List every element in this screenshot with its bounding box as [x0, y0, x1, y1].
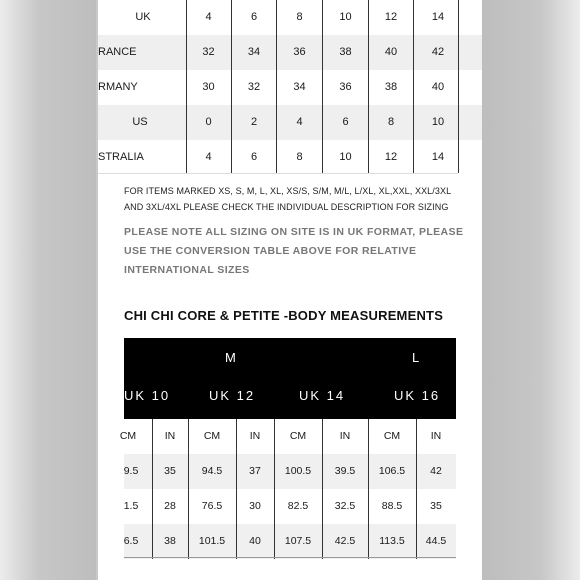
- row-label: RANCE: [98, 46, 137, 58]
- table-divider: [188, 419, 189, 559]
- unit-header: IN: [339, 430, 351, 442]
- table-cell: 106.5: [378, 465, 406, 477]
- uk-size-label: UK 16: [394, 388, 441, 403]
- background-right: [482, 0, 580, 580]
- table-cell: 38: [384, 81, 398, 93]
- table-cell: 94.5: [201, 465, 223, 477]
- row-label: US: [132, 116, 148, 128]
- size-group-label: L: [412, 350, 420, 365]
- table-cell: 4: [205, 11, 212, 23]
- conversion-row-australia: [98, 140, 482, 175]
- table-cell: 4: [296, 116, 303, 128]
- table-cell: 38: [164, 535, 176, 547]
- unit-header-row: [119, 419, 456, 454]
- conversion-row-uk: [98, 0, 482, 35]
- unit-header: CM: [203, 430, 221, 442]
- table-cell: 42.5: [334, 535, 356, 547]
- uk-size-label: UK 10: [124, 388, 171, 403]
- unit-header: IN: [249, 430, 261, 442]
- table-divider: [368, 419, 369, 559]
- measurement-row: [124, 489, 456, 524]
- table-cell: 107.5: [284, 535, 312, 547]
- table-divider: [274, 419, 275, 559]
- table-divider: [236, 419, 237, 559]
- table-cell: 12: [384, 151, 398, 163]
- uk-format-note-line: USE THE CONVERSION TABLE ABOVE FOR RELATIVE: [124, 245, 417, 257]
- row-label: UK: [135, 11, 151, 23]
- table-cell: 32.5: [334, 500, 356, 512]
- table-cell: 113.5: [379, 535, 405, 547]
- table-cell: 10: [339, 151, 352, 163]
- table-cell: 101.5: [198, 535, 226, 547]
- table-divider: [322, 0, 323, 173]
- table-cell: 10: [431, 116, 445, 128]
- table-cell: 14: [431, 151, 445, 163]
- unit-header: IN: [164, 430, 176, 442]
- body-measurements-title: CHI CHI CORE & PETITE -BODY MEASUREMENTS: [124, 308, 444, 323]
- table-cell: 10: [339, 11, 352, 23]
- table-cell: 34: [247, 46, 261, 58]
- table-cell: 42: [430, 465, 442, 477]
- table-cell: 40: [384, 46, 398, 58]
- table-cell: 42: [431, 46, 445, 58]
- row-label: RMANY: [98, 81, 138, 93]
- table-cell: 44.5: [425, 535, 447, 547]
- table-cell: 30: [249, 500, 261, 512]
- table-divider: [231, 0, 232, 173]
- unit-header: IN: [430, 430, 442, 442]
- table-cell: 35: [164, 465, 176, 477]
- unit-header: CM: [119, 430, 137, 442]
- table-cell: 1.5: [123, 500, 139, 512]
- size-group-label: M: [225, 350, 237, 365]
- table-cell: 37: [249, 465, 261, 477]
- uk-size-label: UK 12: [209, 388, 256, 403]
- table-cell: 6: [342, 116, 349, 128]
- table-cell: 6.5: [123, 535, 139, 547]
- table-cell: 88.5: [381, 500, 403, 512]
- background-left: [0, 0, 96, 580]
- table-cell: 36: [339, 81, 352, 93]
- unit-header: CM: [289, 430, 307, 442]
- table-cell: 35: [430, 500, 442, 512]
- sizing-note-line: AND 3XL/4XL PLEASE CHECK THE INDIVIDUAL DESCRIPTION FOR SIZING: [124, 202, 449, 212]
- table-divider: [368, 0, 369, 173]
- conversion-row-us: [98, 105, 482, 140]
- table-cell: 8: [296, 151, 303, 163]
- table-cell: 4: [205, 151, 212, 163]
- table-divider: [152, 419, 153, 559]
- conversion-row-france: [98, 35, 482, 70]
- row-label: STRALIA: [98, 151, 144, 163]
- uk-size-label: UK 14: [299, 388, 346, 403]
- table-divider: [276, 0, 277, 173]
- table-cell: 34: [293, 81, 306, 93]
- table-cell: 28: [164, 500, 176, 512]
- table-cell: 9.5: [123, 465, 139, 477]
- size-header-bar: [124, 338, 456, 419]
- table-cell: 38: [339, 46, 352, 58]
- table-cell: 12: [384, 11, 398, 23]
- table-cell: 0: [205, 116, 212, 128]
- uk-format-note-line: PLEASE NOTE ALL SIZING ON SITE IS IN UK FORMAT, PLEASE: [124, 226, 464, 238]
- table-cell: 14: [431, 11, 445, 23]
- conversion-row-germany: [98, 70, 482, 105]
- table-cell: 2: [250, 116, 258, 128]
- measurement-row: [124, 454, 456, 489]
- table-cell: 6: [250, 151, 258, 163]
- table-cell: 30: [202, 81, 215, 93]
- table-divider: [322, 419, 323, 559]
- uk-format-note-line: INTERNATIONAL SIZES: [124, 264, 250, 276]
- table-divider: [458, 0, 459, 173]
- measurement-row: [124, 524, 456, 559]
- table-cell: 39.5: [334, 465, 356, 477]
- table-cell: 76.5: [201, 500, 223, 512]
- table-cell: 40: [249, 535, 261, 547]
- table-cell: 32: [247, 81, 261, 93]
- sizing-note-line: FOR ITEMS MARKED XS, S, M, L, XL, XS/S, S/M, M/L, L/XL, XL,XXL, XXL/3XL: [124, 186, 452, 196]
- table-cell: 40: [431, 81, 445, 93]
- table-divider: [416, 419, 417, 559]
- table-cell: 32: [202, 46, 215, 58]
- unit-header: CM: [383, 430, 401, 442]
- table-bottom-border: [98, 173, 458, 174]
- table-bottom-border: [124, 557, 456, 558]
- table-cell: 100.5: [284, 465, 312, 477]
- table-divider: [413, 0, 414, 173]
- table-cell: 82.5: [287, 500, 309, 512]
- table-cell: 6: [250, 11, 258, 23]
- table-cell: 36: [293, 46, 306, 58]
- table-divider: [186, 0, 187, 173]
- table-cell: 8: [387, 116, 395, 128]
- size-guide-card: [98, 0, 482, 580]
- table-cell: 8: [296, 11, 303, 23]
